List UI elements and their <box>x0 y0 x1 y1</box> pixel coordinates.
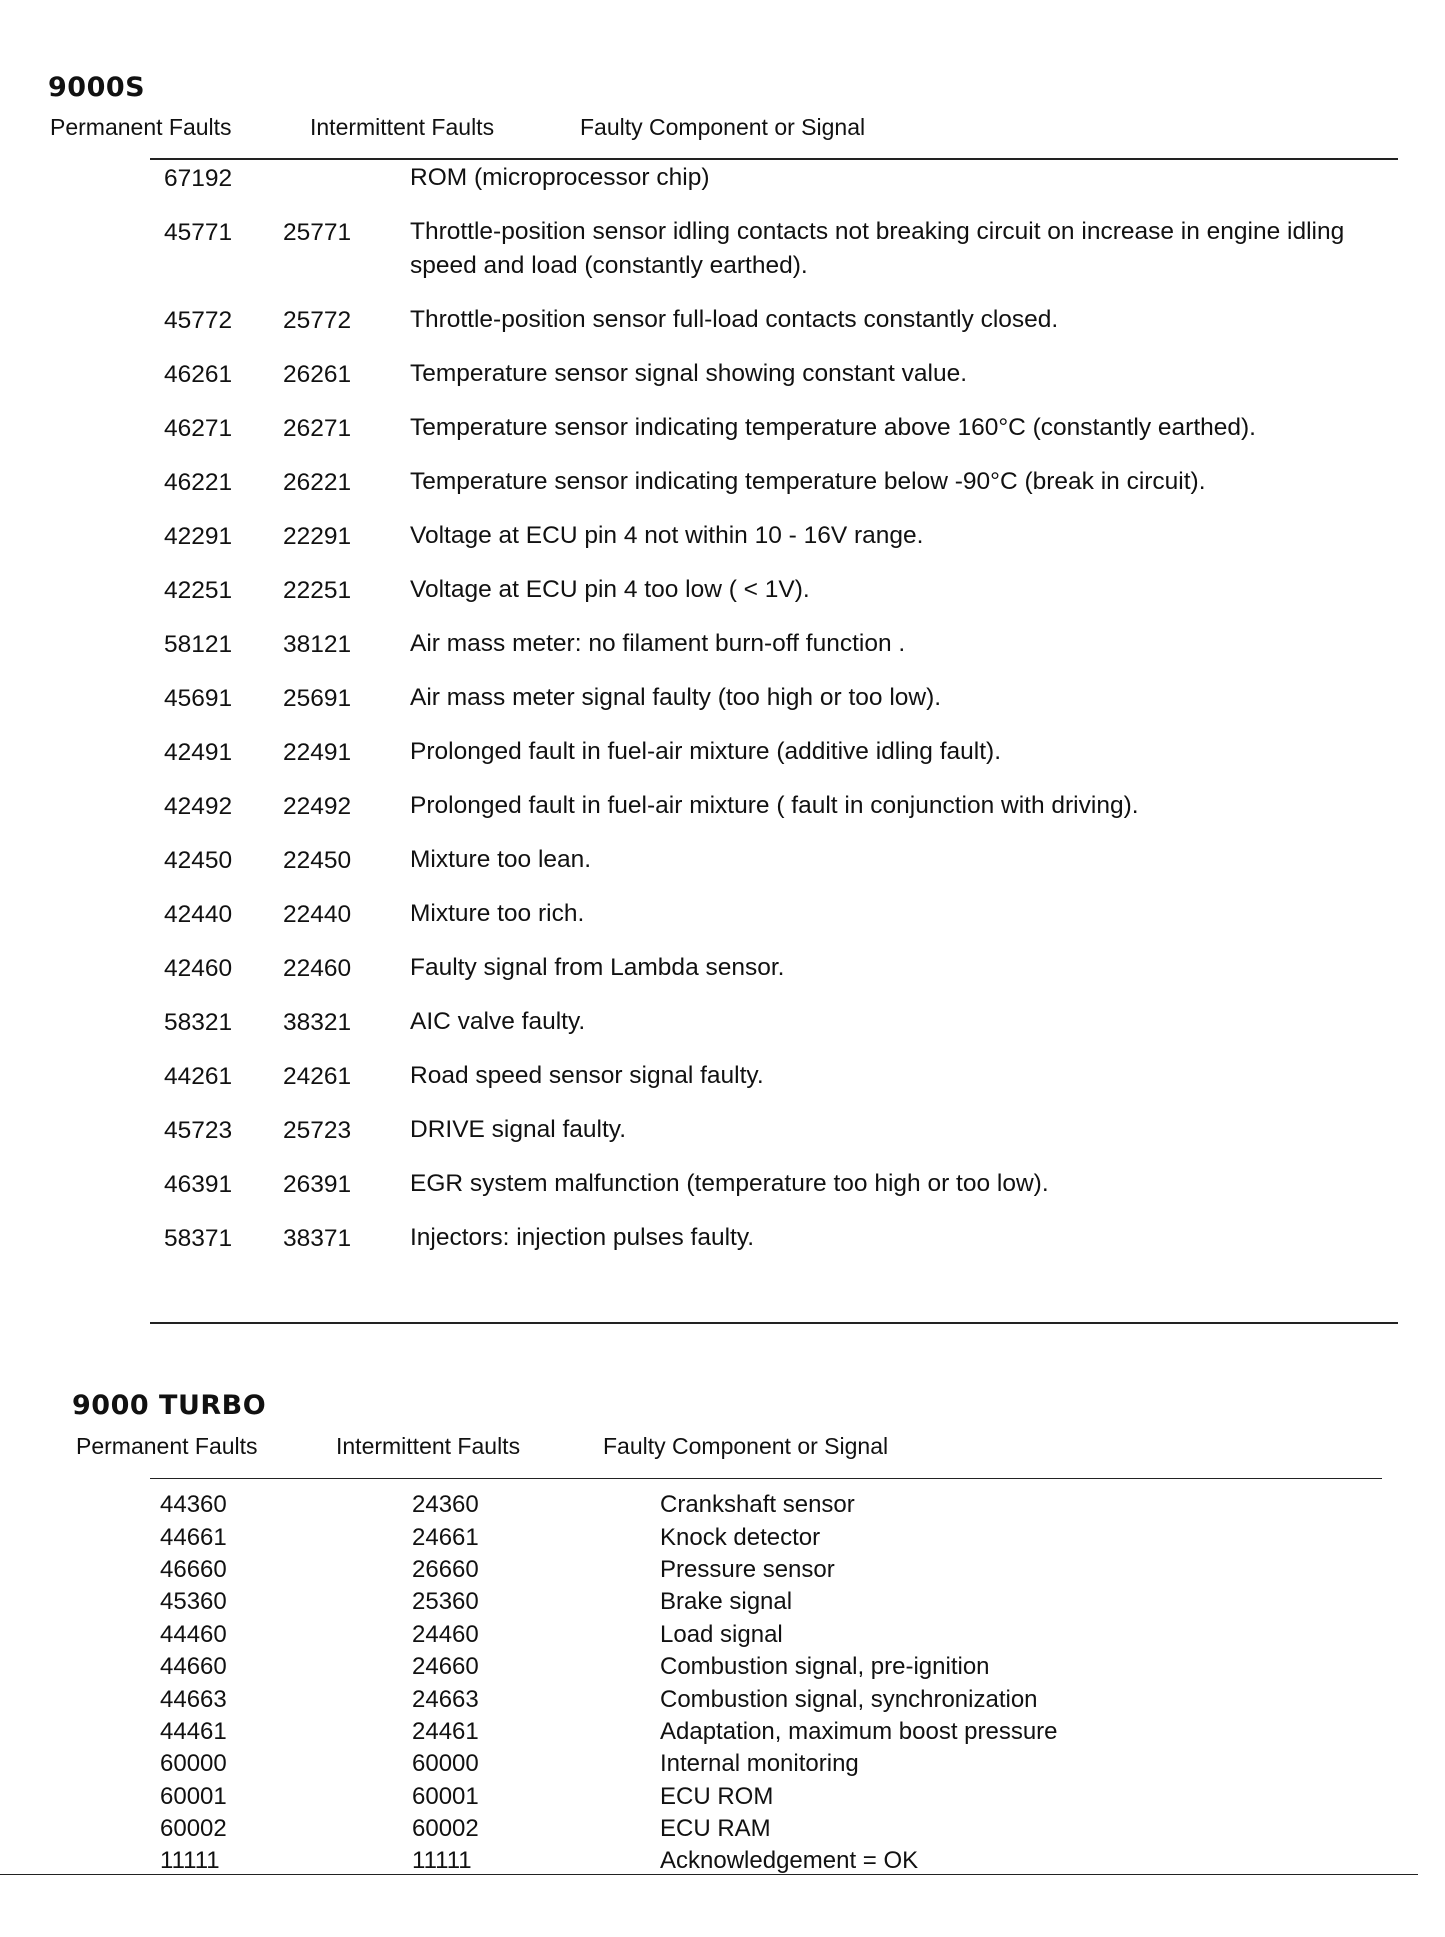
permanent-fault-code: 46261 <box>164 361 233 388</box>
fault-description: Air mass meter: no filament burn-off function . <box>410 630 906 657</box>
permanent-fault-code: 46271 <box>164 415 233 442</box>
permanent-fault-code: 58371 <box>164 1225 233 1252</box>
intermittent-fault-code: 22492 <box>283 793 352 820</box>
table-row <box>160 1554 1360 1586</box>
fault-description: Brake signal <box>660 1588 793 1616</box>
intermittent-fault-code: 25772 <box>283 307 352 334</box>
permanent-fault-code: 44261 <box>164 1063 233 1090</box>
intermittent-fault-code: 22450 <box>283 847 352 874</box>
fault-description: Combustion signal, pre-ignition <box>660 1653 990 1681</box>
table-row <box>150 847 1380 877</box>
fault-description: Injectors: injection pulses faulty. <box>410 1224 755 1251</box>
intermittent-fault-code: 26221 <box>283 469 352 496</box>
intermittent-fault-code: 22251 <box>283 577 352 604</box>
permanent-fault-code: 44360 <box>160 1491 227 1519</box>
permanent-fault-code: 58121 <box>164 631 233 658</box>
permanent-fault-code: 45360 <box>160 1588 227 1616</box>
table-row <box>150 1225 1380 1255</box>
table-row <box>160 1748 1360 1780</box>
permanent-fault-code: 46221 <box>164 469 233 496</box>
intermittent-fault-code: 26271 <box>283 415 352 442</box>
table-row <box>150 1117 1380 1147</box>
fault-table-9000-turbo <box>160 1489 1360 1878</box>
permanent-fault-code: 60001 <box>160 1782 227 1810</box>
permanent-fault-code: 44460 <box>160 1620 227 1648</box>
permanent-fault-code: 42450 <box>164 847 233 874</box>
intermittent-fault-code: 26391 <box>283 1171 352 1198</box>
permanent-fault-code: 11111 <box>160 1847 220 1875</box>
permanent-fault-code: 42492 <box>164 793 233 820</box>
section-title-9000s: 9000S <box>48 72 146 103</box>
permanent-fault-code: 45723 <box>164 1117 233 1144</box>
table-row <box>160 1586 1360 1618</box>
fault-table-9000s <box>150 165 1380 1279</box>
table-row <box>160 1813 1360 1845</box>
table-row <box>160 1683 1360 1715</box>
table-row <box>160 1619 1360 1651</box>
permanent-fault-code: 44661 <box>160 1523 227 1551</box>
table-row <box>160 1489 1360 1521</box>
header-faulty-component: Faulty Component or Signal <box>580 114 866 140</box>
table-row <box>150 415 1380 445</box>
header-rule-9000-turbo <box>150 1478 1382 1479</box>
permanent-fault-code: 42460 <box>164 955 233 982</box>
permanent-fault-code: 46391 <box>164 1171 233 1198</box>
fault-description: Crankshaft sensor <box>660 1491 855 1519</box>
fault-description: Road speed sensor signal faulty. <box>410 1062 764 1089</box>
intermittent-fault-code: 22491 <box>283 739 352 766</box>
permanent-fault-code: 45691 <box>164 685 233 712</box>
table-row <box>150 955 1380 985</box>
table-row <box>150 685 1380 715</box>
table-row <box>160 1716 1360 1748</box>
bottom-rule-9000s <box>150 1322 1398 1324</box>
intermittent-fault-code: 24460 <box>412 1620 479 1648</box>
fault-description: Voltage at ECU pin 4 not within 10 - 16V range. <box>410 522 924 549</box>
intermittent-fault-code: 25360 <box>412 1588 479 1616</box>
permanent-fault-code: 42440 <box>164 901 233 928</box>
table-row <box>150 469 1380 499</box>
table-row <box>150 307 1380 337</box>
intermittent-fault-code: 24660 <box>412 1653 479 1681</box>
permanent-fault-code: 45771 <box>164 219 233 246</box>
table-row <box>150 793 1380 823</box>
intermittent-fault-code: 24663 <box>412 1685 479 1713</box>
header-permanent-faults: Permanent Faults <box>76 1433 258 1459</box>
table-row <box>150 577 1380 607</box>
fault-description: Mixture too lean. <box>410 846 592 873</box>
permanent-fault-code: 45772 <box>164 307 233 334</box>
intermittent-fault-code: 60002 <box>412 1815 479 1843</box>
table-row <box>150 901 1380 931</box>
intermittent-fault-code: 22291 <box>283 523 352 550</box>
bottom-rule-9000-turbo <box>0 1874 1418 1875</box>
fault-description: Faulty signal from Lambda sensor. <box>410 954 785 981</box>
permanent-fault-code: 42251 <box>164 577 233 604</box>
intermittent-fault-code: 11111 <box>412 1847 472 1875</box>
intermittent-fault-code: 38371 <box>283 1225 352 1252</box>
fault-description: Throttle-position sensor full-load contacts constantly closed. <box>410 306 1059 333</box>
permanent-fault-code: 67192 <box>164 165 233 192</box>
intermittent-fault-code: 38321 <box>283 1009 352 1036</box>
table-row <box>150 165 1380 195</box>
table-row <box>150 631 1380 661</box>
table-row <box>150 1171 1380 1201</box>
fault-description: Load signal <box>660 1620 783 1648</box>
intermittent-fault-code: 38121 <box>283 631 352 658</box>
fault-description: DRIVE signal faulty. <box>410 1116 627 1143</box>
table-row <box>150 523 1380 553</box>
fault-description: Acknowledgement = OK <box>660 1847 919 1875</box>
fault-description: Air mass meter signal faulty (too high or too low). <box>410 684 942 711</box>
intermittent-fault-code: 25723 <box>283 1117 352 1144</box>
fault-description: ROM (microprocessor chip) <box>410 164 710 191</box>
table-row <box>160 1845 1360 1877</box>
table-row <box>160 1651 1360 1683</box>
section-title-9000-turbo: 9000 TURBO <box>72 1390 267 1421</box>
fault-description: Throttle-position sensor idling contacts not breaking circuit on increase in engine idling speed and load (constantly earthed). <box>410 218 1345 279</box>
fault-description: Knock detector <box>660 1523 821 1551</box>
fault-description: Voltage at ECU pin 4 too low ( < 1V). <box>410 576 810 603</box>
fault-description: Temperature sensor signal showing constant value. <box>410 360 968 387</box>
intermittent-fault-code: 60000 <box>412 1750 479 1778</box>
fault-description: Mixture too rich. <box>410 900 585 927</box>
header-permanent-faults: Permanent Faults <box>50 114 232 140</box>
fault-description: Temperature sensor indicating temperature above 160°C (constantly earthed). <box>410 414 1256 441</box>
fault-description: AIC valve faulty. <box>410 1008 586 1035</box>
intermittent-fault-code: 24360 <box>412 1491 479 1519</box>
fault-description: Internal monitoring <box>660 1750 859 1778</box>
intermittent-fault-code: 25691 <box>283 685 352 712</box>
fault-description: ECU RAM <box>660 1815 771 1843</box>
permanent-fault-code: 60000 <box>160 1750 227 1778</box>
permanent-fault-code: 58321 <box>164 1009 233 1036</box>
fault-description: Combustion signal, synchronization <box>660 1685 1038 1713</box>
header-intermittent-faults: Intermittent Faults <box>336 1433 521 1459</box>
permanent-fault-code: 42291 <box>164 523 233 550</box>
header-rule-9000s <box>150 158 1398 160</box>
intermittent-fault-code: 24261 <box>283 1063 352 1090</box>
fault-description: Adaptation, maximum boost pressure <box>660 1717 1058 1745</box>
permanent-fault-code: 42491 <box>164 739 233 766</box>
permanent-fault-code: 44663 <box>160 1685 227 1713</box>
intermittent-fault-code: 24461 <box>412 1717 479 1745</box>
fault-description: ECU ROM <box>660 1782 774 1810</box>
permanent-fault-code: 44461 <box>160 1717 227 1745</box>
fault-description: Prolonged fault in fuel-air mixture ( fault in conjunction with driving). <box>410 792 1139 819</box>
header-faulty-component: Faulty Component or Signal <box>603 1433 889 1459</box>
table-row <box>160 1521 1360 1553</box>
intermittent-fault-code: 26660 <box>412 1555 479 1583</box>
fault-description: Prolonged fault in fuel-air mixture (additive idling fault). <box>410 738 1002 765</box>
permanent-fault-code: 44660 <box>160 1653 227 1681</box>
header-intermittent-faults: Intermittent Faults <box>310 114 495 140</box>
intermittent-fault-code: 60001 <box>412 1782 479 1810</box>
intermittent-fault-code: 22440 <box>283 901 352 928</box>
intermittent-fault-code: 24661 <box>412 1523 479 1551</box>
intermittent-fault-code: 25771 <box>283 219 352 246</box>
fault-description: Pressure sensor <box>660 1555 835 1583</box>
permanent-fault-code: 46660 <box>160 1555 227 1583</box>
fault-description: EGR system malfunction (temperature too high or too low). <box>410 1170 1049 1197</box>
table-row <box>150 1063 1380 1093</box>
table-row <box>150 219 1380 283</box>
table-row <box>160 1781 1360 1813</box>
table-row <box>150 739 1380 769</box>
permanent-fault-code: 60002 <box>160 1815 227 1843</box>
fault-description: Temperature sensor indicating temperature below -90°C (break in circuit). <box>410 468 1206 495</box>
intermittent-fault-code: 26261 <box>283 361 352 388</box>
table-row <box>150 361 1380 391</box>
table-row <box>150 1009 1380 1039</box>
intermittent-fault-code: 22460 <box>283 955 352 982</box>
